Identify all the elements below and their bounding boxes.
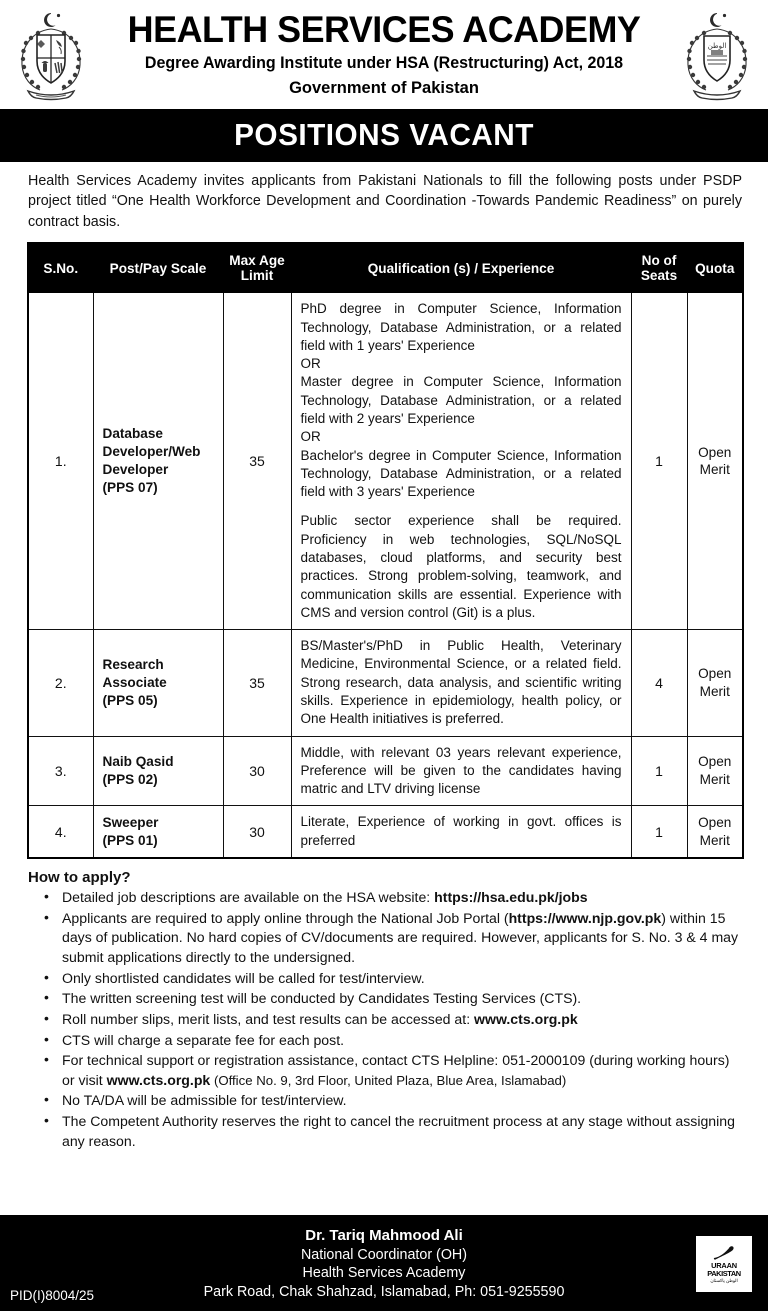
qualification-block: OR <box>300 429 321 445</box>
pay-scale: (PPS 02) <box>102 771 158 787</box>
how-to-apply-list <box>28 888 742 1152</box>
cell-qualification <box>291 293 631 630</box>
intro-paragraph: Health Services Academy invites applicants from Pakistani Nationals to fill the following posts under PSDP project titled “One Health Workforce Development and Coordination -Towards Pandemic Readiness” on purely contract basis. <box>28 173 742 230</box>
col-header-post: Post/Pay Scale <box>93 243 223 293</box>
pay-scale: (PPS 05) <box>102 692 158 708</box>
list-item <box>28 909 742 968</box>
footer <box>0 1215 768 1311</box>
col-header-qualification: Qualification (s) / Experience <box>291 243 631 293</box>
table-row <box>28 806 743 858</box>
list-item <box>28 1091 742 1111</box>
col-header-max-age-l1: Max Age <box>229 252 285 268</box>
uraan-bird-icon <box>711 1244 737 1262</box>
emphasis-text[interactable]: www.cts.org.pk <box>106 1071 211 1088</box>
signatory-role: National Coordinator (OH) <box>300 1246 468 1263</box>
cell-post-pay-scale <box>93 630 223 736</box>
post-title: Sweeper <box>102 814 159 830</box>
table-body <box>28 293 743 858</box>
qualification-block: Public sector experience shall be required. Proficiency in web technologies, SQL/NoSQL databases, cloud platforms, and security best practices. Strong problem-solving, teamwork, and communication skills are essential. Experience with CMS and version control (Git) is a plus. <box>300 513 622 620</box>
hsa-institutional-emblem-icon <box>678 7 756 103</box>
uraan-line3-urdu: الوطن پاکستان <box>710 1277 738 1283</box>
pakistan-state-emblem-icon <box>12 7 90 103</box>
body-text: No TA/DA will be admissible for test/interview. <box>62 1092 347 1109</box>
col-header-seats-l2: Seats <box>640 268 678 284</box>
cell-quota: Open Merit <box>687 630 743 736</box>
masthead <box>0 0 768 112</box>
how-to-apply-heading: How to apply? <box>28 868 131 886</box>
col-header-max-age <box>223 243 291 293</box>
cell-quota: Open Merit <box>687 806 743 858</box>
signatory-organization: Health Services Academy <box>302 1265 466 1282</box>
list-item <box>28 1112 742 1151</box>
list-item <box>28 1010 742 1030</box>
emphasis-text[interactable]: www.cts.org.pk <box>474 1010 578 1027</box>
banner-title: POSITIONS VACANT <box>15 112 752 160</box>
list-item <box>28 1031 742 1051</box>
cell-seats: 1 <box>631 736 687 806</box>
government-line: Government of Pakistan <box>289 78 479 97</box>
table-row <box>28 293 743 630</box>
cell-qualification <box>291 736 631 806</box>
cell-sno: 2. <box>28 630 93 736</box>
cell-quota: Open Merit <box>687 736 743 806</box>
col-header-seats <box>631 243 687 293</box>
body-text: The Competent Authority reserves the right to cancel the recruitment process at any stage without assigning any reason. <box>62 1113 735 1149</box>
organization-name: HEALTH SERVICES ACADEMY <box>127 9 641 51</box>
cell-seats: 1 <box>631 293 687 630</box>
how-to-apply-section <box>0 859 768 1152</box>
body-text: CTS will charge a separate fee for each post. <box>62 1031 345 1048</box>
signatory-address: Park Road, Chak Shahzad, Islamabad, Ph: 051-9255590 <box>203 1284 565 1301</box>
positions-vacant-banner <box>0 112 768 162</box>
organization-subtitle: Degree Awarding Institute under HSA (Restructuring) Act, 2018 <box>144 53 624 72</box>
post-title: Database Developer/Web Developer <box>102 426 201 478</box>
list-item <box>28 888 742 908</box>
uraan-line1: URAAN <box>711 1261 737 1271</box>
body-text: For technical support or registration assistance, contact CTS Helpline: 051-2000109 (during working hours) or visit <box>62 1052 730 1088</box>
uraan-line2: PAKISTAN <box>707 1269 741 1279</box>
cell-post-pay-scale <box>93 293 223 630</box>
body-text: Roll number slips, merit lists, and test results can be accessed at: <box>62 1010 475 1027</box>
qualification-block: Middle, with relevant 03 years relevant experience, Preference will be given to the candidates having matric and LTV driving license <box>300 744 622 797</box>
body-text: ) within 15 days of publication. No hard copies of CV/documents are required. However, applicants for S. No. 3 & 4 may submit applications directly to the undersigned. <box>62 909 739 965</box>
cell-sno: 1. <box>28 293 93 630</box>
cell-post-pay-scale <box>93 806 223 858</box>
qualification-block: Master degree in Computer Science, Information Technology, Database Administration, or a related field with 2 years' Experience <box>300 374 622 427</box>
uraan-pakistan-logo <box>696 1236 752 1292</box>
pid-number: PID(I)8004/25 <box>10 1288 95 1303</box>
cell-qualification <box>291 630 631 736</box>
table-header <box>28 243 743 293</box>
body-text: The written screening test will be conducted by Candidates Testing Services (CTS). <box>62 990 582 1007</box>
body-text: Only shortlisted candidates will be called for test/interview. <box>62 969 425 986</box>
emphasis-text[interactable]: https://www.njp.gov.pk <box>508 909 662 926</box>
list-item <box>28 989 742 1009</box>
emphasis-text[interactable]: https://hsa.edu.pk/jobs <box>434 888 588 905</box>
cell-seats: 4 <box>631 630 687 736</box>
col-header-seats-l1: No of <box>641 252 677 268</box>
qualification-block: BS/Master's/PhD in Public Health, Veterinary Medicine, Environmental Science, or a related field. Strong research, data analysis, and scientific writing skills. Experience in epidemiology, health policy, or One Health initiatives is preferred. <box>300 638 622 727</box>
cell-max-age: 30 <box>223 736 291 806</box>
cell-sno: 3. <box>28 736 93 806</box>
cell-seats: 1 <box>631 806 687 858</box>
qualification-block: Literate, Experience of working in govt. offices is preferred <box>300 814 622 848</box>
cell-max-age: 30 <box>223 806 291 858</box>
signatory-name: Dr. Tariq Mahmood Ali <box>305 1227 463 1245</box>
body-text: Detailed job descriptions are available on the HSA website: <box>62 888 435 905</box>
cell-quota: Open Merit <box>687 293 743 630</box>
qualification-block: Bachelor's degree in Computer Science, Information Technology, Database Administration, or a related field with 3 years' Experience <box>300 447 622 500</box>
cell-max-age: 35 <box>223 293 291 630</box>
list-item <box>28 1051 742 1090</box>
body-text: (Office No. 9, 3rd Floor, United Plaza, Blue Area, Islamabad) <box>210 1072 567 1088</box>
col-header-max-age-l2: Limit <box>240 268 274 284</box>
cell-qualification <box>291 806 631 858</box>
post-title: Research Associate <box>102 656 167 690</box>
positions-table-wrap <box>0 234 768 859</box>
col-header-sno: S.No. <box>28 243 93 293</box>
table-row <box>28 736 743 806</box>
cell-post-pay-scale <box>93 736 223 806</box>
positions-table <box>27 242 744 859</box>
table-row <box>28 630 743 736</box>
svg-text:الوطن: الوطن <box>707 41 727 50</box>
qualification-block: OR <box>300 356 321 372</box>
cell-max-age: 35 <box>223 630 291 736</box>
pay-scale: (PPS 01) <box>102 832 158 848</box>
list-item <box>28 969 742 989</box>
qualification-block: PhD degree in Computer Science, Information Technology, Database Administration, or a related field with 1 years' Experience <box>300 301 622 353</box>
body-text: Applicants are required to apply online through the National Job Portal ( <box>62 909 509 926</box>
pay-scale: (PPS 07) <box>102 480 158 496</box>
post-title: Naib Qasid <box>102 754 174 769</box>
masthead-titles <box>90 11 678 98</box>
cell-sno: 4. <box>28 806 93 858</box>
col-header-quota: Quota <box>687 243 743 293</box>
signature-block <box>204 1226 565 1301</box>
